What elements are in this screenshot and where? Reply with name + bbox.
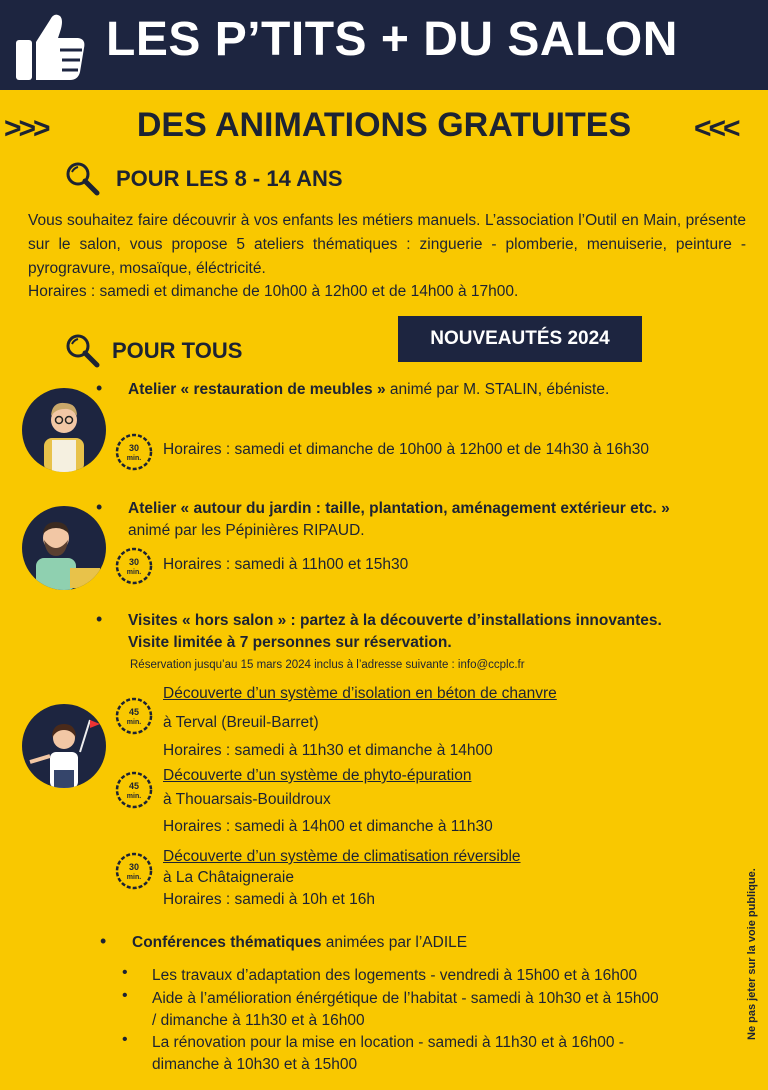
news-badge: NOUVEAUTÉS 2024 bbox=[398, 316, 642, 362]
visits-reservation: Réservation jusqu’au 15 mars 2024 inclus à l’adresse suivante : info@ccplc.fr bbox=[130, 659, 525, 671]
all-heading: POUR TOUS bbox=[112, 338, 243, 363]
timer-icon bbox=[114, 432, 154, 472]
timer-icon bbox=[114, 696, 154, 736]
conference-item: La rénovation pour la mise en location - samedi à 11h30 et à 16h00 - bbox=[152, 1034, 624, 1051]
visit3-hours: Horaires : samedi à 10h et 16h bbox=[163, 891, 375, 908]
gardener-illustration bbox=[22, 506, 106, 590]
timer-icon bbox=[114, 770, 154, 810]
svg-text:min.: min. bbox=[126, 455, 142, 462]
side-note: Ne pas jeter sur la voie publique. bbox=[746, 868, 758, 1040]
kids-heading: POUR LES 8 - 14 ANS bbox=[116, 166, 343, 191]
workshop2-hours: Horaires : samedi à 11h00 et 15h30 bbox=[163, 556, 409, 573]
svg-text:45: 45 bbox=[128, 781, 140, 791]
svg-text:45: 45 bbox=[128, 707, 140, 717]
conference-item: Les travaux d’adaptation des logements - vendredi à 15h00 et à 16h00 bbox=[152, 967, 638, 984]
visit1-title: Découverte d’un système d’isolation en béton de chanvre bbox=[163, 685, 557, 702]
workshop1-line: Atelier « restauration de meubles » animé par M. STALIN, ébéniste. bbox=[128, 381, 610, 398]
timer-icon bbox=[114, 546, 154, 586]
left-chevrons: >>> bbox=[4, 112, 48, 145]
svg-text:30: 30 bbox=[128, 557, 140, 567]
avatar-carpenter bbox=[22, 388, 106, 472]
conference-item-cont: dimanche à 10h30 et à 15h00 bbox=[152, 1056, 358, 1073]
subtitle: DES ANIMATIONS GRATUITES bbox=[136, 106, 632, 144]
carpenter-illustration bbox=[22, 388, 106, 472]
visit2-hours: Horaires : samedi à 14h00 et dimanche à 11h30 bbox=[163, 818, 493, 835]
conference-item: Aide à l’amélioration énérgétique de l’habitat - samedi à 10h30 et à 15h00 bbox=[152, 990, 659, 1007]
visit1-place: à Terval (Breuil-Barret) bbox=[163, 714, 319, 731]
workshop2-host: animé par les Pépinières RIPAUD. bbox=[128, 522, 365, 539]
svg-text:min.: min. bbox=[126, 874, 142, 881]
conference-item-cont: / dimanche à 11h30 et à 16h00 bbox=[152, 1012, 365, 1029]
visit3-title: Découverte d’un système de climatisation réversible bbox=[163, 848, 521, 865]
svg-text:min.: min. bbox=[126, 793, 142, 800]
svg-text:min.: min. bbox=[126, 719, 142, 726]
avatar-gardener bbox=[22, 506, 106, 590]
visit1-hours: Horaires : samedi à 11h30 et dimanche à 14h00 bbox=[163, 742, 493, 759]
visit3-place: à La Châtaigneraie bbox=[163, 869, 294, 886]
page-title: LES P’TITS + DU SALON bbox=[106, 13, 678, 66]
thumbs-up-icon bbox=[10, 6, 90, 86]
conferences-line: Conférences thématiques animées par l’ADILE bbox=[132, 934, 468, 951]
avatar-guide bbox=[22, 704, 106, 788]
timer-icon bbox=[114, 851, 154, 891]
magnifier-icon bbox=[64, 332, 100, 368]
right-chevrons: <<< bbox=[694, 112, 738, 145]
svg-text:30: 30 bbox=[128, 862, 140, 872]
visits-title-line1: Visites « hors salon » : partez à la découverte d’installations innovantes. bbox=[128, 612, 662, 629]
header-banner bbox=[0, 0, 768, 90]
workshop2-title: Atelier « autour du jardin : taille, plantation, aménagement extérieur etc. » bbox=[128, 500, 670, 517]
kids-hours: Horaires : samedi et dimanche de 10h00 à 12h00 et de 14h00 à 17h00. bbox=[28, 283, 519, 300]
svg-text:min.: min. bbox=[126, 569, 142, 576]
guide-illustration bbox=[22, 704, 106, 788]
svg-text:30: 30 bbox=[128, 443, 140, 453]
visit2-place: à Thouarsais-Bouildroux bbox=[163, 791, 331, 808]
magnifier-icon bbox=[64, 160, 100, 196]
workshop1-hours: Horaires : samedi et dimanche de 10h00 à 12h00 et de 14h30 à 16h30 bbox=[163, 441, 650, 458]
visits-title-line2: Visite limitée à 7 personnes sur réservation. bbox=[128, 634, 452, 651]
visit2-title: Découverte d’un système de phyto-épuration bbox=[163, 767, 472, 784]
kids-description: Vous souhaitez faire découvrir à vos enfants les métiers manuels. L’association l’Outil en Main, présente sur le salon, vous propose 5 ateliers thématiques : zinguerie - plomberie, menuiserie, peinture - pyrogravure, mosaïque, éléctricité. bbox=[28, 212, 746, 277]
